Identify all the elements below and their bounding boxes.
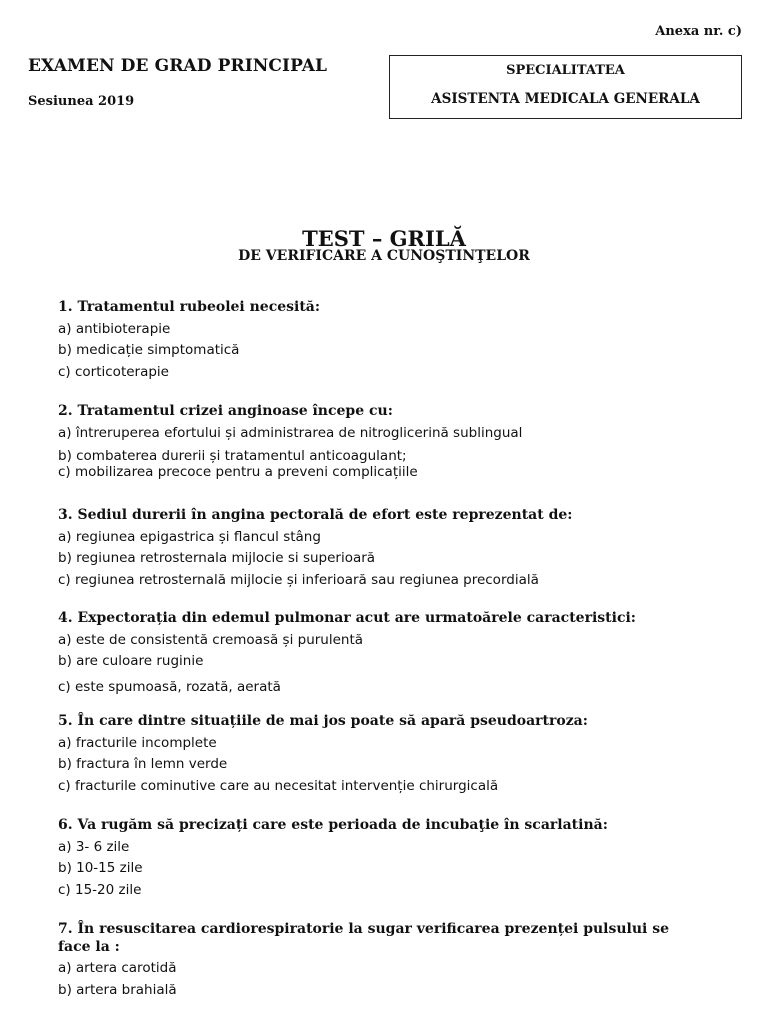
answer-option: a) este de consistentă cremoasă și purulentă: [58, 631, 364, 648]
specialty-value: ASISTENTA MEDICALA GENERALA: [431, 91, 700, 107]
question-2: [58, 401, 748, 480]
question-7: [58, 919, 748, 1001]
answer-option: a) artera carotidă: [58, 960, 177, 976]
test-title: TEST – GRILĂ: [302, 226, 466, 251]
answer-option: c) corticoterapie: [58, 363, 169, 380]
question-6: [58, 815, 748, 901]
question-4: [58, 608, 748, 698]
question-text: 5. În care dintre situațiile de mai jos poate să apară pseudoartroza:: [58, 713, 588, 729]
answer-option: c) regiunea retrosternală mijlocie și inferioară sau regiunea precordială: [58, 571, 539, 588]
exam-title: EXAMEN DE GRAD PRINCIPAL: [28, 56, 328, 76]
answer-option: c) 15-20 zile: [58, 881, 142, 898]
question-text-continued: face la :: [58, 938, 120, 955]
answer-option: b) regiunea retrosternala mijlocie si superioară: [58, 550, 376, 566]
question-text: 3. Sediul durerii în angina pectorală de efort este reprezentat de:: [58, 507, 573, 523]
session-label: Sesiunea 2019: [28, 94, 135, 109]
answer-option: a) regiunea epigastrica și flancul stâng: [58, 528, 321, 545]
question-1: [58, 297, 748, 383]
question-text: 7. În resuscitarea cardiorespiratorie la sugar verificarea prezenței pulsului se: [58, 921, 670, 937]
answer-option: c) este spumoasă, rozată, aerată: [58, 678, 281, 695]
answer-option: c) fracturile cominutive care au necesitat intervenție chirurgicală: [58, 777, 499, 794]
question-text: 1. Tratamentul rubeolei necesită:: [58, 299, 321, 315]
answer-option: b) combaterea durerii și tratamentul anticoagulant;: [58, 448, 407, 464]
question-3: [58, 505, 748, 591]
answer-option: c) mobilizarea precoce pentru a preveni complicațiile: [58, 464, 418, 480]
question-text: 2. Tratamentul crizei anginoase începe cu:: [58, 403, 393, 419]
answer-option: a) 3- 6 zile: [58, 838, 130, 855]
answer-option: b) fractura în lemn verde: [58, 756, 228, 772]
annex-label: Anexa nr. c): [655, 24, 742, 39]
answer-option: b) artera brahială: [58, 981, 177, 998]
answer-option: b) are culoare ruginie: [58, 653, 204, 669]
question-text: 4. Expectorația din edemul pulmonar acut are urmatoărele caracteristici:: [58, 610, 636, 626]
question-5: [58, 711, 748, 797]
test-subtitle: DE VERIFICARE A CUNOŞTINŢELOR: [238, 248, 530, 264]
specialty-box: [389, 55, 742, 119]
answer-option: b) medicație simptomatică: [58, 342, 240, 358]
answer-option: a) fracturile incomplete: [58, 734, 217, 751]
answer-option: a) antibioterapie: [58, 320, 171, 337]
answer-option: a) întreruperea efortului și administrarea de nitroglicerină sublingual: [58, 424, 523, 441]
question-text: 6. Va rugăm să precizați care este perioada de incubaţie în scarlatină:: [58, 817, 608, 833]
answer-option: b) 10-15 zile: [58, 860, 143, 876]
specialty-label: SPECIALITATEA: [506, 63, 625, 78]
